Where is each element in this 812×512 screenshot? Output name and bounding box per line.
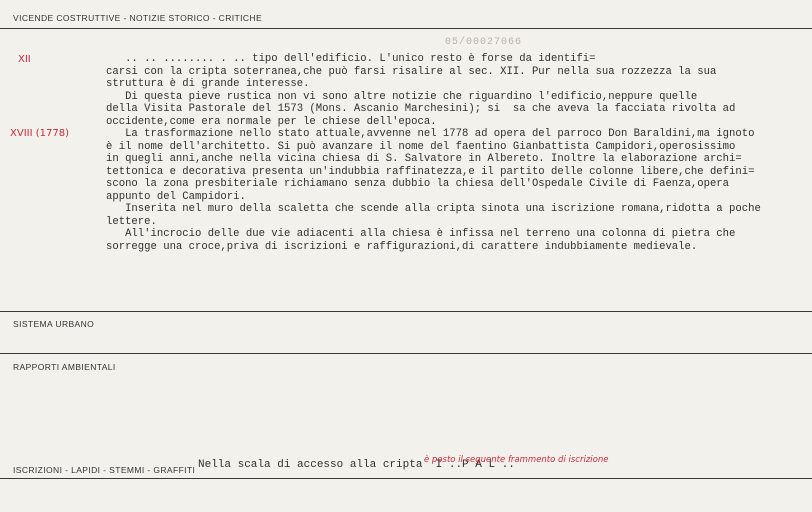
- rapporti-ambientali-label: RAPPORTI AMBIENTALI: [13, 362, 116, 372]
- typed-line: Di questa pieve rustica non vi sono altre notizie che riguardino l'edificio,neppure quelle: [106, 90, 698, 103]
- margin-note-xii: XII: [18, 54, 31, 65]
- typed-line: lettere.: [106, 215, 157, 228]
- iscrizioni-handwritten-note: è posto il seguente frammento di iscrizione: [424, 455, 609, 465]
- typed-line: sorregge una croce,priva di iscrizioni e raffigurazioni,di carattere indubbiamente medievale.: [106, 240, 698, 253]
- typed-line: carsi con la cripta soterranea,che può farsi risalire al sec. XII. Pur nella sua rozzezza la sua: [106, 65, 717, 78]
- typed-line: scono la zona presbiteriale richiamano senza dubbio la chiesa dell'Ospedale Civile di Faenza,opera: [106, 178, 730, 190]
- divider-sistema: [0, 311, 812, 312]
- divider-top: [0, 28, 812, 29]
- iscrizioni-label: ISCRIZIONI - LAPIDI - STEMMI - GRAFFITI: [13, 465, 196, 475]
- typed-line: appunto del Campidori.: [106, 190, 246, 203]
- iscrizioni-typed-text: Nella scala di accesso alla cripta I ..P A L ..: [198, 459, 515, 471]
- divider-iscrizioni: [0, 478, 812, 479]
- sistema-urbano-label: SISTEMA URBANO: [13, 319, 95, 329]
- vicende-section-label: VICENDE COSTRUTTIVE - NOTIZIE STORICO - CRITICHE: [13, 13, 263, 23]
- typed-line: Inserita nel muro della scaletta che scende alla cripta sinota una iscrizione romana,ridotta a poche: [106, 203, 761, 215]
- typed-line: occidente,come era normale per le chiese dell'epoca.: [106, 115, 437, 128]
- typed-line: La trasformazione nello stato attuale,avvenne nel 1778 ad opera del parroco Don Baraldini,ma ignoto: [106, 128, 755, 140]
- faint-stamp-number: 05/00027066: [445, 37, 523, 48]
- typed-history-text: [106, 53, 806, 253]
- typed-line: .. .. ........ . .. tipo dell'edificio. L'unico resto è forse da identifi=: [106, 53, 596, 65]
- typed-line: è il nome dell'architetto. Si può avanzare il nome del faentino Gianbattista Campidori,operosissimo: [106, 140, 736, 153]
- typed-line: All'incrocio delle due vie adiacenti alla chiesa è infissa nel terreno una colonna di pietra che: [106, 228, 736, 240]
- typed-line: della Visita Pastorale del 1573 (Mons. Ascanio Marchesini); si sa che aveva la facciata rivolta ad: [106, 103, 736, 115]
- typed-line: tettonica e decorativa presenta un'indubbia raffinatezza,e il partito delle colonne libere,che defini=: [106, 165, 755, 178]
- margin-note-xviii: XVIII (1778): [10, 128, 69, 139]
- typed-line: in quegli anni,anche nella vicina chiesa di S. Salvatore in Albereto. Inoltre la elaborazione archi=: [106, 153, 742, 165]
- divider-rapporti: [0, 353, 812, 354]
- typed-line: struttura è di grande interesse.: [106, 78, 310, 90]
